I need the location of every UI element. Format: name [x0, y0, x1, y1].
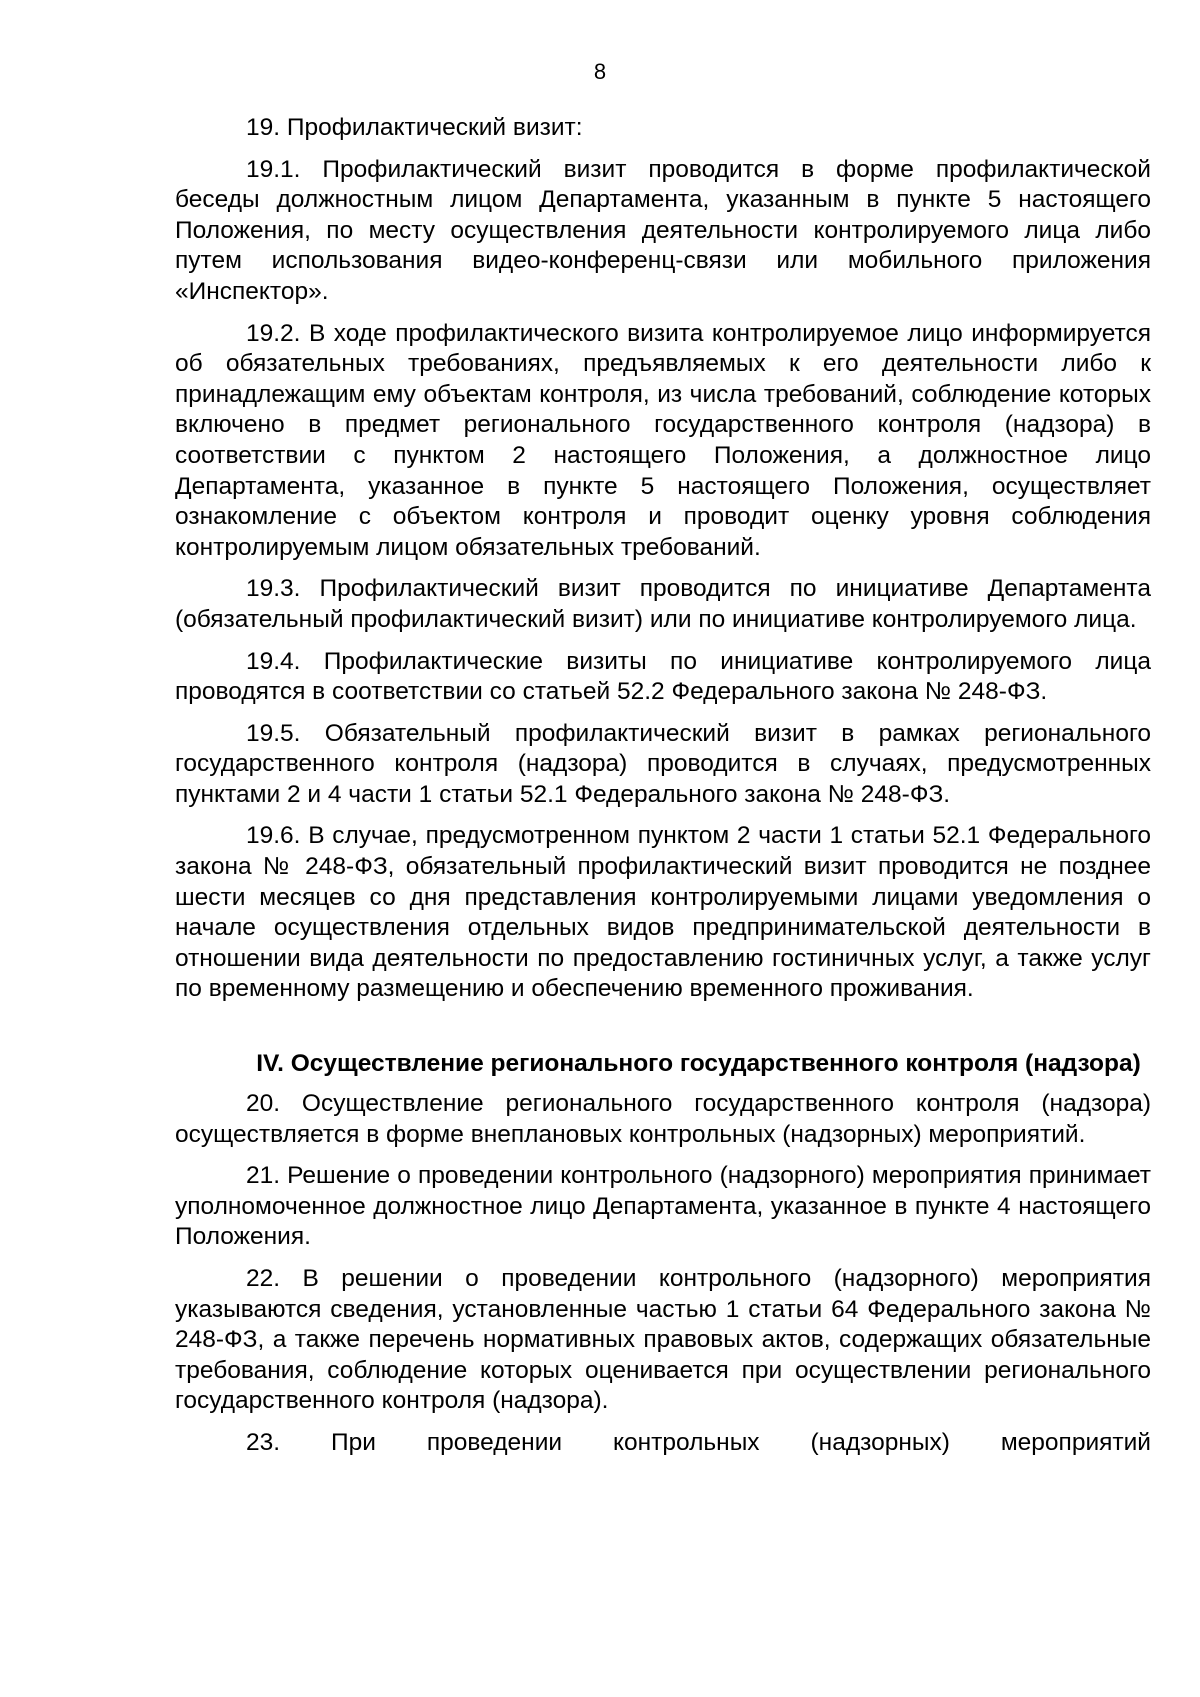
paragraph-19-3: 19.3. Профилактический визит проводится по инициативе Департамента (обязательный профилактический визит) или по инициативе контролируемого лица. [175, 575, 1151, 633]
paragraph-19-5: 19.5. Обязательный профилактический визит в рамках регионального государственного контроля (надзора) проводится в случаях, предусмотренных пунктами 2 и 4 части 1 статьи 52.1 Федерального закона № 248-ФЗ. [175, 719, 1151, 808]
paragraph-19-2: 19.2. В ходе профилактического визита контролируемое лицо информируется об обязательных требованиях, предъявляемых к его деятельности либо к принадлежащим ему объектам контроля, из числа требований, соблюдение которых включено в предмет регионального государственного контроля (надзора) в соответствии с пунктом 2 настоящего Положения, а должностное лицо Департамента, указанное в пункте 5 настоящего Положения, осуществляет ознакомление с объектом контроля и проводит оценку уровня соблюдения контролируемым лицом обязательных требований. [175, 319, 1151, 561]
paragraph-19-4: 19.4. Профилактические визиты по инициативе контролируемого лица проводятся в соответствии со статьей 52.2 Федерального закона № 248-ФЗ. [175, 647, 1151, 706]
paragraph-19-6: 19.6. В случае, предусмотренном пунктом 2 части 1 статьи 52.1 Федерального закона № 248-ФЗ, обязательный профилактический визит проводится не позднее шести месяцев со дня представления контролируемыми лицами уведомления о начале осуществления отдельных видов предпринимательской деятельности в отношении вида деятельности по предоставлению гостиничных услуг, а также услуг по временному размещению и обеспечению временного проживания. [175, 822, 1151, 1003]
paragraph-20: 20. Осуществление регионального государственного контроля (надзора) осуществляется в форме внеплановых контрольных (надзорных) мероприятий. [175, 1090, 1151, 1148]
paragraph-19-1: 19.1. Профилактический визит проводится в форме профилактической беседы должностным лицом Департамента, указанным в пункте 5 настоящего Положения, по месту осуществления деятельности контролируемого лица либо путем использования видео-конференц-связи или мобильного приложения «Инспектор». [175, 155, 1151, 305]
document-body [175, 113, 1151, 1470]
paragraph-22: 22. В решении о проведении контрольного (надзорного) мероприятия указываются сведения, установленные частью 1 статьи 64 Федерального закона № 248-ФЗ, а также перечень нормативных правовых актов, содержащих обязательные требования, соблюдение которых оценивается при осуществлении регионального государственного контроля (надзора). [175, 1265, 1151, 1415]
paragraph-19: 19. Профилактический визит: [246, 114, 583, 141]
paragraph-23: 23. При проведении контрольных (надзорных) мероприятий [246, 1428, 1151, 1456]
section-heading: IV. Осуществление регионального государственного контроля (надзора) [256, 1050, 1141, 1078]
page-number: 8 [593, 59, 607, 84]
paragraph-21: 21. Решение о проведении контрольного (надзорного) мероприятия принимает уполномоченное должностное лицо Департамента, указанное в пункте 4 настоящего Положения. [175, 1162, 1151, 1251]
